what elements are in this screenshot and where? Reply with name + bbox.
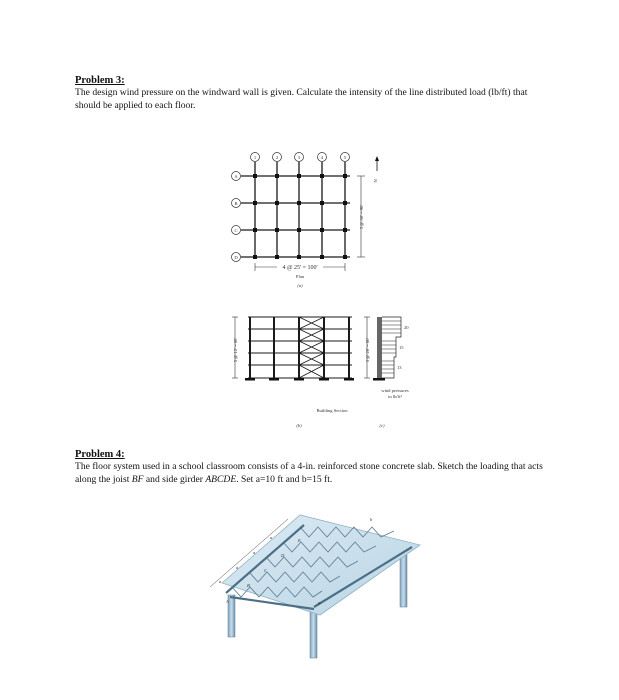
row-bubble [232, 172, 241, 181]
spacing-label: a [270, 535, 273, 540]
svg-text:D: D [234, 254, 238, 260]
plan-title: Plan [295, 274, 305, 279]
row-bubble [232, 199, 241, 208]
point-c-label: C [264, 568, 268, 573]
north-arrow-icon [373, 156, 379, 183]
row-bubble [232, 253, 241, 262]
section-title: Building Section [316, 408, 348, 413]
wind-label-2: in lb/ft² [388, 394, 402, 399]
svg-text:2: 2 [275, 154, 279, 160]
column-bubble [273, 153, 282, 162]
svg-text:1: 1 [253, 154, 257, 160]
plan-bottom-dimension [255, 263, 345, 271]
cross-bracing [299, 317, 324, 378]
svg-text:15: 15 [399, 345, 404, 350]
point-a-label: A [226, 599, 229, 604]
point-d-label: D [281, 553, 285, 558]
svg-text:3 @ 30' = 90': 3 @ 30' = 90' [359, 204, 364, 230]
point-f-label: F [318, 601, 321, 606]
problem-3-text: The design wind pressure on the windward wall is given. Calculate the intensity of the line distributed load (lb/ft) that should be applied to each floor. [75, 87, 528, 111]
point-e-label: E [298, 538, 301, 543]
section-dimension [364, 317, 370, 378]
problem-3-heading: Problem 3: [75, 75, 125, 86]
svg-text:3 @ 20' = 60': 3 @ 20' = 60' [365, 337, 370, 363]
plan-part-label: (a) [297, 283, 303, 288]
svg-text:3: 3 [297, 154, 301, 160]
problem-4-text: The floor system used in a school classroom consists of a 4-in. reinforced stone concrete slab. Sketch the loading that acts along the joist BF and side girder ABCDE. Set a=10 ft and b=15 ft. [75, 461, 543, 485]
svg-text:A: A [234, 173, 238, 179]
svg-text:13: 13 [397, 365, 402, 370]
point-b-label: B [247, 583, 250, 588]
row-bubble [232, 226, 241, 235]
svg-text:C: C [234, 227, 238, 233]
spacing-label: a [219, 579, 222, 584]
column-bubble [251, 153, 260, 162]
column-bubble [341, 153, 350, 162]
plan-side-dimension [357, 176, 365, 257]
problem-3-figure [215, 145, 415, 430]
svg-text:B: B [234, 200, 238, 206]
column-bubble [295, 153, 304, 162]
plan-columns [253, 174, 347, 259]
plan-grid [241, 162, 350, 257]
svg-text:N: N [373, 179, 378, 183]
plan-view [232, 153, 380, 289]
wind-pressure-diagram [382, 317, 409, 378]
svg-text:5 @ 12' = 60': 5 @ 12' = 60' [233, 337, 238, 363]
section-part-label: (c) [379, 423, 385, 428]
building-section [316, 317, 409, 428]
problem-4-heading: Problem 4: [75, 449, 125, 460]
svg-text:20: 20 [404, 325, 409, 330]
spacing-label: a [253, 550, 256, 555]
elevation-part-label: (b) [296, 423, 302, 428]
span-label: b [370, 517, 373, 522]
spacing-label: a [236, 565, 239, 570]
svg-text:4 @ 25' = 100': 4 @ 25' = 100' [282, 265, 318, 271]
problem-4-figure [200, 505, 430, 665]
elevation-dimension [232, 317, 238, 378]
column-bubble [318, 153, 327, 162]
wind-label-1: wind pressures [381, 388, 409, 393]
svg-text:5: 5 [343, 154, 347, 160]
svg-text:4: 4 [320, 154, 324, 160]
